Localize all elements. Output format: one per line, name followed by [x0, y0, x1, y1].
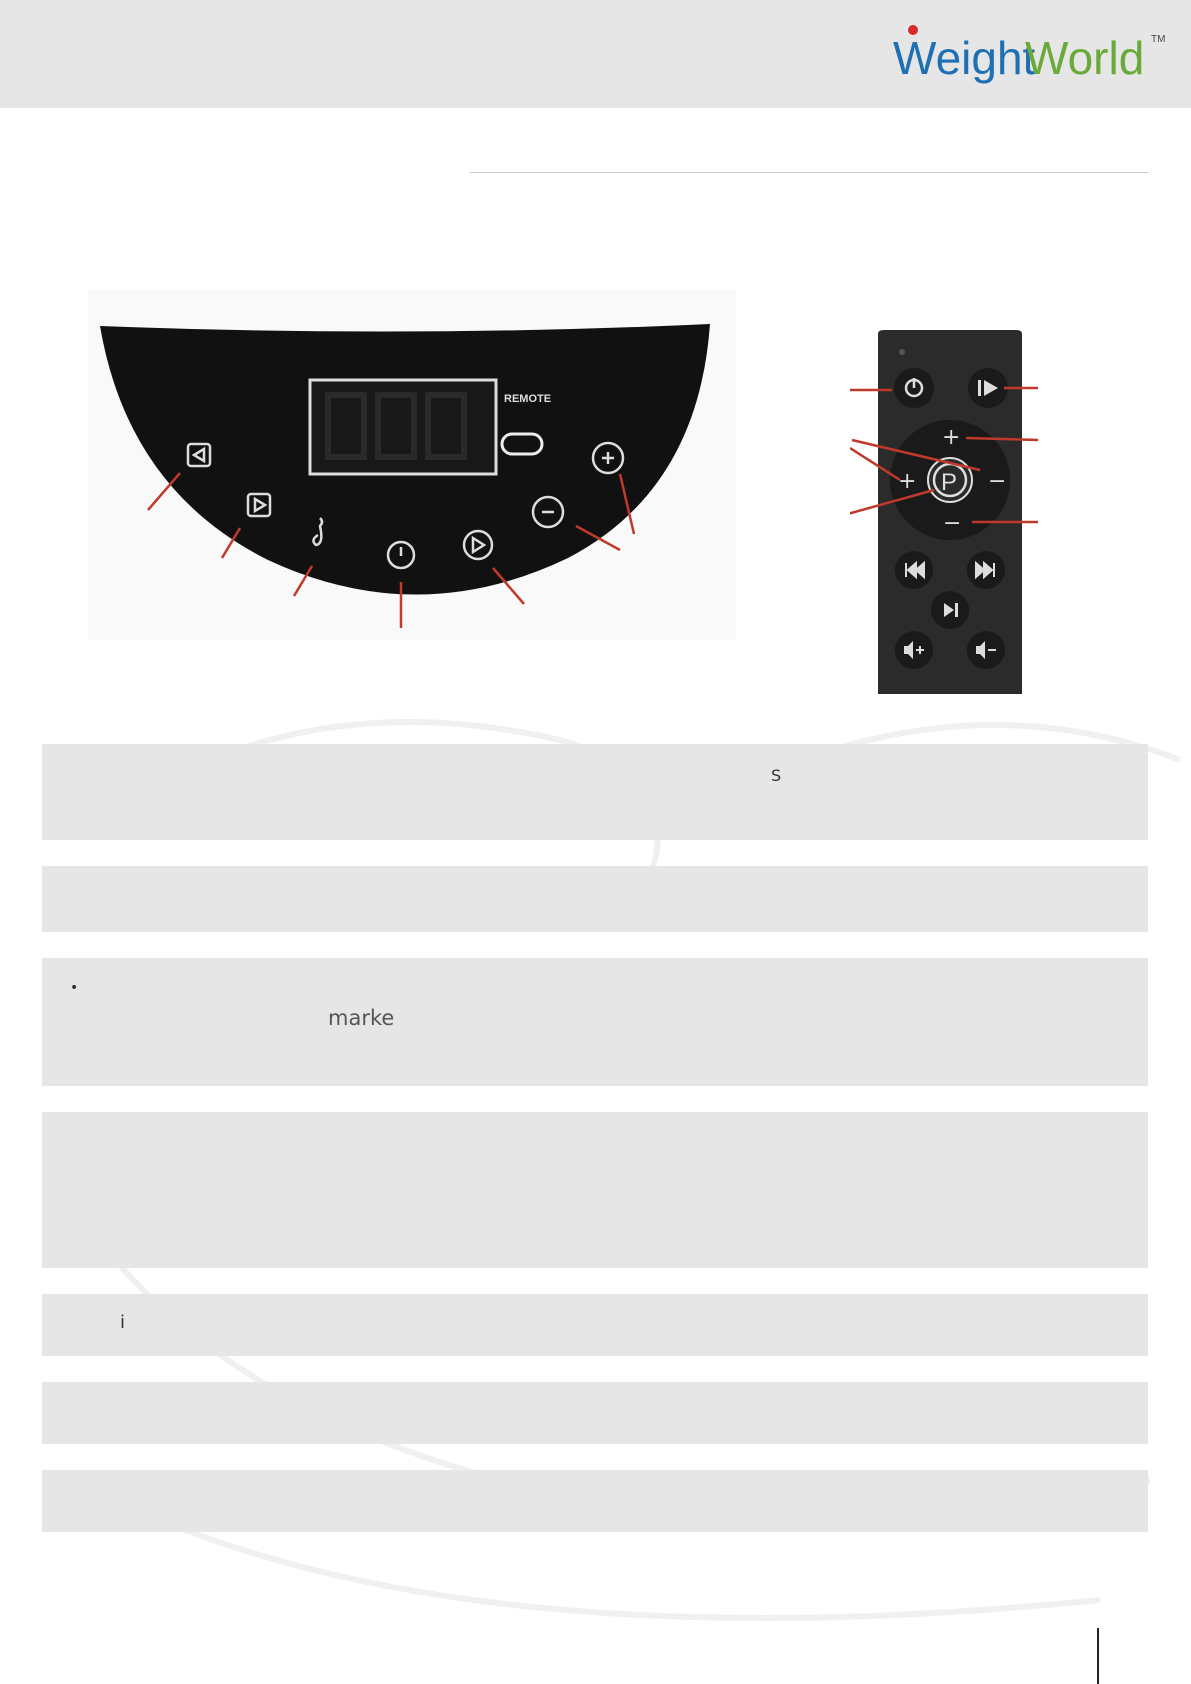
remote-power-button — [894, 368, 934, 408]
logo-text-world: World — [1025, 32, 1145, 84]
remote-label: REMOTE — [504, 393, 552, 405]
play-button — [931, 591, 969, 629]
logo-text-weight: Weight — [893, 32, 1036, 84]
info-band-6 — [42, 1382, 1148, 1444]
section-divider — [470, 172, 1148, 173]
info-band-3 — [42, 958, 1148, 1086]
info-band-5 — [42, 1294, 1148, 1356]
dpad-minus-bottom: − — [943, 511, 962, 536]
indicator-led — [899, 349, 905, 355]
control-panel-image — [88, 290, 736, 640]
info-band-2 — [42, 866, 1148, 932]
next-track-button — [967, 551, 1005, 589]
band-5-text: i — [120, 1312, 126, 1333]
volume-up-button — [895, 631, 933, 669]
band-3-bullet: • — [70, 980, 79, 996]
volume-down-button — [967, 631, 1005, 669]
program-label: P — [941, 469, 958, 496]
play-pause-button — [968, 368, 1008, 408]
page-number-divider — [1097, 1628, 1099, 1684]
dpad-plus-left: + — [898, 469, 917, 494]
prev-track-button — [895, 551, 933, 589]
info-band-1 — [42, 744, 1148, 840]
page-header — [0, 0, 1191, 108]
dpad-plus-top: + — [942, 425, 961, 450]
dpad-minus-right: − — [988, 469, 1007, 494]
info-band-4 — [42, 1112, 1148, 1268]
logo-trademark: TM — [1151, 34, 1166, 45]
weightworld-logo — [893, 22, 1168, 90]
info-band-7 — [42, 1470, 1148, 1532]
band-3-text: marke — [328, 1006, 395, 1030]
band-1-text: S — [771, 766, 782, 785]
remote-control-image — [850, 330, 1050, 698]
